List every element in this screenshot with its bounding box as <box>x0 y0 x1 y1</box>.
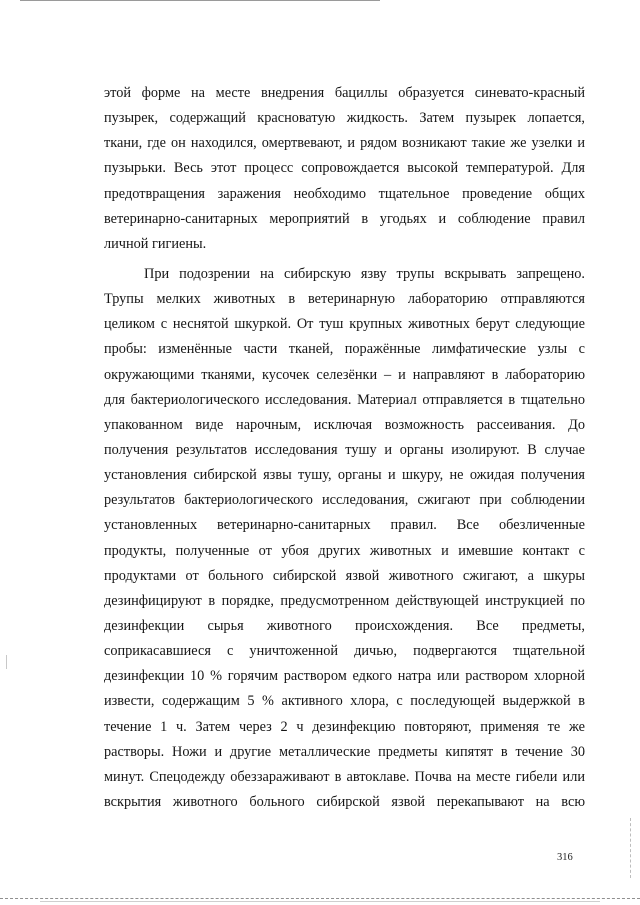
text-line: личной гигиены. <box>104 235 207 252</box>
text-line: продукты, полученные от убоя других животных и имевшие контакт с <box>104 542 585 559</box>
text-line: пузырьки. Весь этот процесс сопровождается высокой температурой. Для <box>104 160 585 177</box>
text-line: получения результатов исследования тушу и органы изолируют. В случае <box>104 441 585 458</box>
paragraph-1 <box>104 81 585 257</box>
text-line: извести, содержащим 5 % активного хлора, с последующей выдержкой в <box>104 693 585 710</box>
scan-artifact-right-mark <box>630 818 632 878</box>
page-number: 316 <box>557 852 573 863</box>
text-line: этой форме на месте внедрения бациллы образуется синевато-красный <box>104 85 585 101</box>
text-line: Трупы мелких животных в ветеринарную лабораторию отправляются <box>104 291 585 308</box>
scan-artifact-bottom-line <box>0 898 640 899</box>
text-line: упакованном виде нарочным, исключая возможность рассеивания. До <box>104 416 585 433</box>
scan-artifact-left-mark <box>6 655 7 669</box>
text-line: вскрытия животного больного сибирской язвой перекапывают на всю <box>104 793 585 810</box>
paragraph-2 <box>104 262 585 815</box>
text-line: пузырек, содержащий красноватую жидкость. Затем пузырек лопается, <box>104 110 585 127</box>
text-line: течение 1 ч. Затем через 2 ч дезинфекцию повторяют, применяя те же <box>104 718 585 735</box>
scan-artifact-bottom-line-faint <box>40 901 600 902</box>
text-line: установления сибирской язвы тушу, органы и шкуру, не ожидая получения <box>104 467 585 484</box>
text-line: ткани, где он находился, омертвевают, и рядом возникают такие же узелки и <box>104 135 585 152</box>
text-line: окружающими тканями, кусочек селезёнки – и направляют в лабораторию <box>104 366 585 383</box>
text-line: целиком с неснятой шкуркой. От туш крупных животных берут следующие <box>104 316 585 333</box>
text-line: пробы: изменённые части тканей, поражённые лимфатические узлы с <box>104 341 585 358</box>
text-line: установленных ветеринарно-санитарных правил. Все обезличенные <box>104 517 585 534</box>
text-line: дезинфекции 10 % горячим раствором едкого натра или раствором хлорной <box>104 668 585 685</box>
text-line: дезинфицируют в порядке, предусмотренном действующей инструкцией по <box>104 592 585 609</box>
text-line: для бактериологического исследования. Материал отправляется в тщательно <box>104 391 585 408</box>
text-line: предотвращения заражения необходимо тщательное проведение общих <box>104 185 585 202</box>
text-line: минут. Спецодежду обеззараживают в автоклаве. Почва на месте гибели или <box>104 768 585 785</box>
text-line: соприкасавшиеся с уничтоженной дичью, подвергаются тщательной <box>104 643 585 660</box>
text-line: растворы. Ножи и другие металлические предметы кипятят в течение 30 <box>104 743 585 760</box>
text-line: При подозрении на сибирскую язву трупы вскрывать запрещено. <box>144 265 585 282</box>
text-line: ветеринарно-санитарных мероприятий в угодьях и соблюдение правил <box>104 210 585 227</box>
body-text <box>104 81 585 815</box>
text-line: дезинфекции сырья животного происхождения. Все предметы, <box>104 617 585 634</box>
text-line: продуктами от больного сибирской язвой животного сжигают, а шкуры <box>104 567 585 584</box>
scan-artifact-top-line <box>20 0 380 1</box>
text-line: результатов бактериологического исследования, сжигают при соблюдении <box>104 492 585 509</box>
